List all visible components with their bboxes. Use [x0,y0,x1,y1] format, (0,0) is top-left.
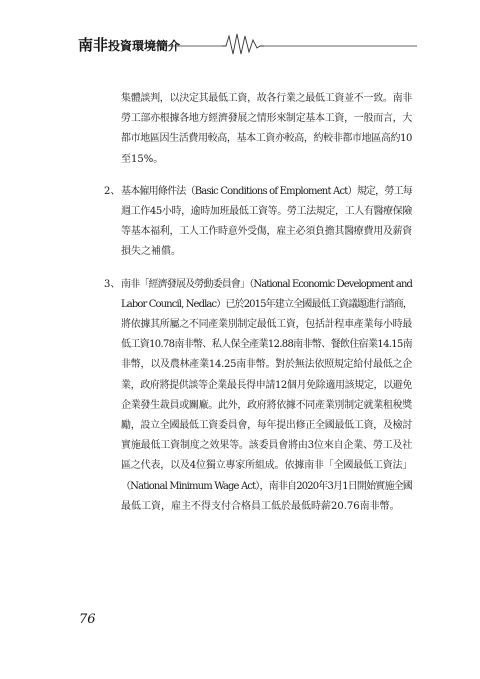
text-line: 集體談判，以決定其最低工資，故各行業之最低工資並不一致。南非 [121,93,412,104]
text-line: 等基本福利，工人工作時意外受傷，雇主必須負擔其醫療費用及薪資 [121,226,412,238]
text-line: 都市地區因生活費用較高，基本工資亦較高，約較非都市地區高約10 [121,133,412,145]
list-marker: 2、 [104,185,121,197]
text-line: 業，政府將提供談等企業最長得申請12個月免除適用該規定，以避免 [121,379,412,391]
text-line: Labor Council, Nedlac）已於2015年建立全國最低工資議題進行諮商， [121,298,412,310]
text-line: 勵，設立全國最低工資委員會，每年提出修正全國最低工資，及檢討 [121,420,412,431]
text-line: 損失之補償。 [121,246,181,258]
header-title-sub: 投資環境簡介 [108,39,181,53]
header-title-main: 南非 [78,36,109,54]
text-line: 南非「經濟發展及勞動委員會」（National Economic Development and [121,278,412,290]
text-line: 至15%。 [121,153,164,165]
page-number: 76 [79,612,96,627]
text-line: （National Minimum Wage Act），南非自2020年3月1日開始實施全國 [121,480,412,492]
text-line: 將依據其所屬之不同產業別制定最低工資，包括計程車產業每小時最 [121,319,412,330]
text-line: 企業發生裁員或關廠。此外，政府將依據不同產業別制定就業租稅獎 [121,399,412,411]
text-line: 週工作45小時，逾時加班最低工資等。勞工法規定，工人有醫療保險 [121,206,412,217]
list-marker: 3、 [104,278,121,290]
text-line: 基本僱用條件法（Basic Conditions of Emploment Act）規定，勞工每 [121,185,412,197]
text-line: 低工資10.78南非幣、私人保全產業12.88南非幣、餐飲住宿業14.15南 [121,339,412,351]
text-line: 實施最低工資制度之效果等。該委員會將由3位來自企業、勞工及社 [121,440,413,452]
text-line: 非幣，以及農林產業14.25南非幣。對於無法依照規定給付最低之企 [121,359,412,371]
text-line: 區之代表，以及4位獨立專家所組成。依據南非「全國最低工資法」 [121,460,413,472]
text-line: 最低工資，雇主不得支付合格員工低於最低時薪20.76南非幣。 [121,500,400,512]
text-line: 勞工部亦根據各地方經濟發展之情形來制定基本工資，一般而言，大 [121,113,412,125]
